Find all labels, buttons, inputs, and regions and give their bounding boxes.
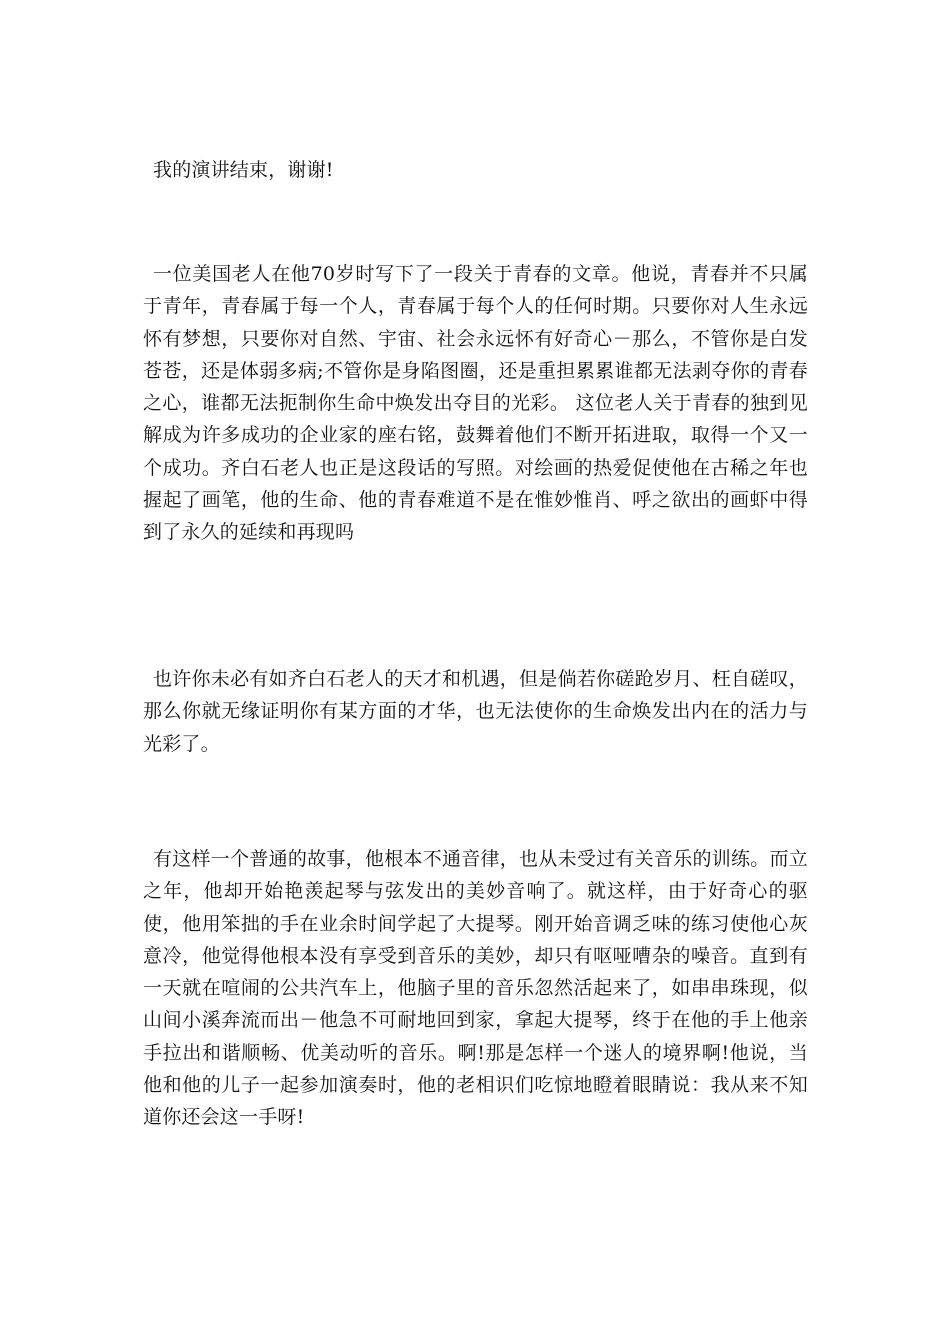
paragraph-cello-story: 有这样一个普通的故事，他根本不通音律，也从未受过有关音乐的训练。而立之年，他却开始艳羡起琴与弦发出的美妙音响了。就这样，由于好奇心的驱使，他用笨拙的手在业余时间学起了大提琴。刚开始音调乏味的练习使他心灰意冷，他觉得他根本没有享受到音乐的美妙，却只有呕哑嘈杂的噪音。直到有一天就在喧闹的公共汽车上，他脑子里的音乐忽然活起来了，如串串珠现，似山间小溪奔流而出－他急不可耐地回到家，拿起大提琴，终于在他的手上他亲手拉出和谐顺畅、优美动听的音乐。啊!那是怎样一个迷人的境界啊!他说，当他和他的儿子一起参加演奏时，他的老相识们吃惊地瞪着眼睛说：我从来不知道你还会这一手呀! — [143, 848, 808, 1129]
paragraph-talent: 也许你未必有如齐白石老人的天才和机遇，但是倘若你磋跄岁月、枉自磋叹，那么你就无缘证明你有某方面的才华，也无法使你的生命焕发出内在的活力与光彩了。 — [143, 668, 808, 755]
paragraph-closing: 我的演讲结束，谢谢! — [153, 159, 334, 181]
paragraph-youth-essay: 一位美国老人在他70岁时写下了一段关于青春的文章。他说，青春并不只属于青年，青春属于每一个人，青春属于每个人的任何时期。只要你对人生永远怀有梦想，只要你对自然、宇宙、社会永远怀有好奇心－那么，不管你是白发苍苍，还是体弱多病;不管你是身陷图圈，还是重担累累谁都无法剥夺你的青春之心，谁都无法扼制你生命中焕发出夺目的光彩。 这位老人关于青春的独到见解成为许多成功的企业家的座右铭，鼓舞着他们不断开拓进取，取得一个又一个成功。齐白石老人也正是这段话的写照。对绘画的热爱促使他在古稀之年也握起了画笔，他的生命、他的青春难道不是在惟妙惟肖、呼之欲出的画虾中得到了永久的延续和再现吗 — [143, 263, 808, 544]
